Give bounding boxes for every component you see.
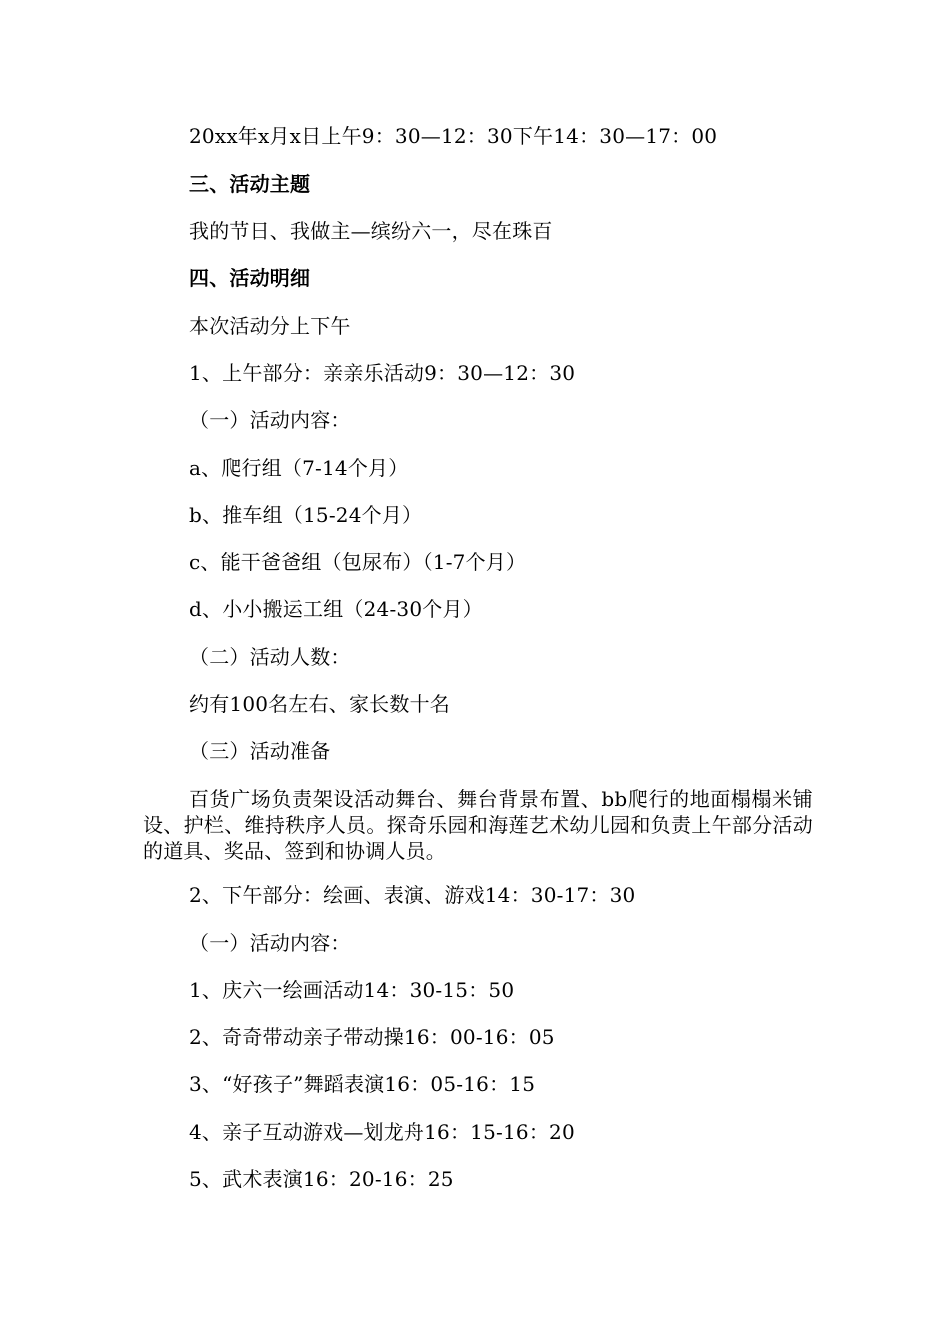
subsection-participants-heading: （二）活动人数： [189,645,351,669]
list-item: 1、庆六一绘画活动14：30-15：50 [189,978,515,1002]
preparation-paragraph: 百货广场负责架设活动舞台、舞台背景布置、bb爬行的地面榻榻米铺设、护栏、维持秩序人员。探奇乐园和海莲艺术幼儿园和负责上午部分活动的道具、奖品、签到和协调人员。 [143,787,813,863]
list-item: b、推车组（15-24个月） [189,503,423,527]
list-item: 3、“好孩子”舞蹈表演16：05-16：15 [189,1072,536,1096]
subsection-preparation-heading: （三）活动准备 [189,739,331,763]
theme-text: 我的节日、我做主—缤纷六一，尽在珠百 [189,219,553,243]
morning-part-title: 1、上午部分：亲亲乐活动9：30—12：30 [189,361,576,385]
list-item: 4、亲子互动游戏—划龙舟16：15-16：20 [189,1120,575,1144]
list-item: 2、奇奇带动亲子带动操16：00-16：05 [189,1025,555,1049]
list-item: a、爬行组（7-14个月） [189,456,409,480]
participants-text: 约有100名左右、家长数十名 [189,692,450,716]
details-intro: 本次活动分上下午 [189,314,351,338]
list-item: d、小小搬运工组（24-30个月） [189,597,483,621]
section-heading-details: 四、活动明细 [189,266,311,290]
list-item: 5、武术表演16：20-16：25 [189,1167,454,1191]
subsection-content-heading: （一）活动内容： [189,931,351,955]
list-item: c、能干爸爸组（包尿布）（1-7个月） [189,550,527,574]
event-time-line: 20xx年x月x日上午9：30—12：30下午14：30—17：00 [189,124,718,148]
afternoon-part-title: 2、下午部分：绘画、表演、游戏14：30-17：30 [189,883,636,907]
subsection-content-heading: （一）活动内容： [189,408,351,432]
section-heading-theme: 三、活动主题 [189,172,311,196]
